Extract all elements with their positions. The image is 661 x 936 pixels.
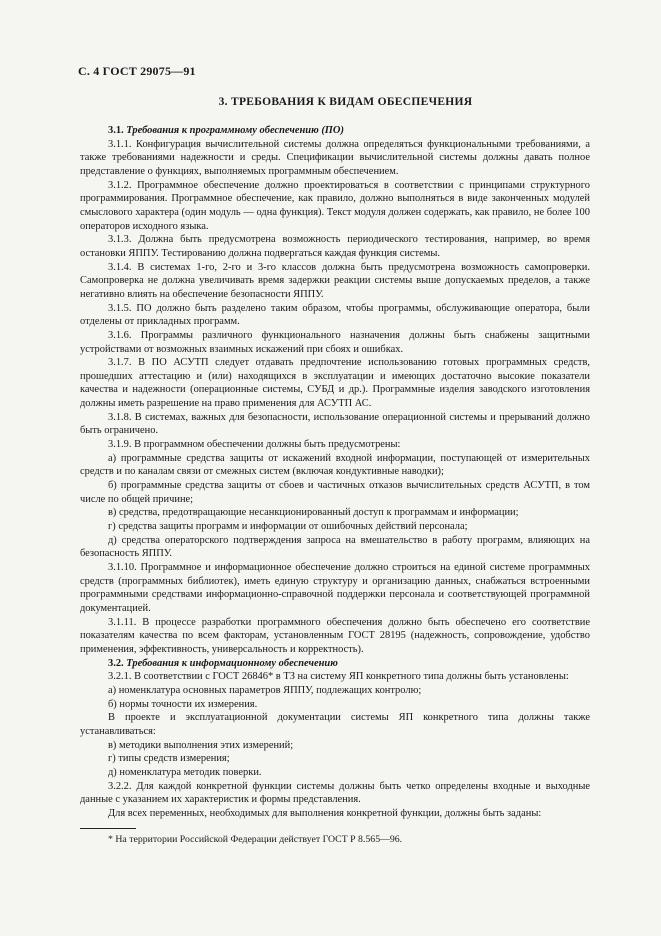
paragraph: 3.1.10. Программное и информационное обеспечение должно строиться на единой системе программных средств (программных библиотек), иметь единую структуру и организацию данных, снабжаться встроенными программными средствами информационно-справочной поддержки персонала и соответствующей программной документацией. xyxy=(80,562,590,614)
list-item: г) типы средств измерения; xyxy=(108,753,230,765)
paragraph: Для всех переменных, необходимых для выполнения конкретной функции, должны быть заданы: xyxy=(108,807,542,819)
paragraph: 3.2.2. Для каждой конкретной функции системы должны быть четко определены входные и выходные данные с указанием их характеристик и формы представления. xyxy=(80,780,590,806)
list-item: в) средства, предотвращающие несанкционированный доступ к программам и информации; xyxy=(108,507,519,519)
subsection-number: 3.2. xyxy=(108,657,124,669)
list-item: а) номенклатура основных параметров ЯППУ, подлежащих контролю; xyxy=(108,684,422,696)
paragraph: 3.2.1. В соответствии с ГОСТ 26846* в ТЗ на систему ЯП конкретного типа должны быть установлены: xyxy=(108,671,569,683)
subsection-title: Требования к программному обеспечению (ПО) xyxy=(126,125,344,136)
paragraph: 3.1.2. Программное обеспечение должно проектироваться в соответствии с принципами структурного программирования. Программное обеспечение, как правило, должно выполняться в виде законченных модулей смыслового характера (один модуль — одна функция). Текст модуля должен содержать, как правило, не более 100 операторов исходного языка. xyxy=(80,179,590,232)
paragraph: 3.1.7. В ПО АСУТП следует отдавать предпочтение использованию готовых программных средств, прошедших аттестацию и (или) находящихся в эксплуатации и имеющих достаточно высокие показатели качества и надежности (операционные системы, СУБД и др.). Программные изделия заводского изготовления должны иметь разрешение на право применения для АСУТП АС. xyxy=(80,357,590,410)
paragraph: 3.1.6. Программы различного функционального назначения должны быть снабжены защитными устройствами от возможных взаимных искажений при сбоях и ошибках. xyxy=(80,329,590,355)
subsection-heading-information xyxy=(80,657,590,671)
list-item: г) средства защиты программ и информации от ошибочных действий персонала; xyxy=(108,521,468,533)
footnote: * На территории Российской Федерации действует ГОСТ Р 8.565—96. xyxy=(108,834,403,845)
section-title: 3. ТРЕБОВАНИЯ К ВИДАМ ОБЕСПЕЧЕНИЯ xyxy=(218,96,473,108)
subsection-heading-software xyxy=(80,124,590,138)
paragraph: 3.1.4. В системах 1-го, 2-го и 3-го классов должна быть предусмотрена возможность самопроверки. Самопроверка не должна увеличивать время задержки реакции системы выше допускаемых пределов, а также негативно влиять на обеспечение безопасности ЯППУ. xyxy=(80,261,590,300)
list-item: б) нормы точности их измерения. xyxy=(108,698,258,710)
list-item: б) программные средства защиты от сбоев и частичных отказов вычислительных средств АСУТП, в том числе по общей причине; xyxy=(80,480,590,505)
paragraph: В проекте и эксплуатационной документации системы ЯП конкретного типа должны также устанавливаться: xyxy=(80,712,590,737)
document-body xyxy=(80,124,590,820)
subsection-title: Требования к информационному обеспечению xyxy=(126,657,338,669)
paragraph: 3.1.8. В системах, важных для безопасности, использование операционной системы и прерываний должно быть ограничено. xyxy=(80,411,590,437)
list-item: в) методики выполнения этих измерений; xyxy=(108,739,294,751)
list-item: д) средства операторского подтверждения запроса на вмешательство в работу программ, влияющих на безопасность ЯППУ. xyxy=(80,534,590,560)
list-item: д) номенклатура методик поверки. xyxy=(108,766,262,778)
paragraph: 3.1.9. В программном обеспечении должны быть предусмотрены: xyxy=(108,439,401,451)
paragraph: 3.1.3. Должна быть предусмотрена возможность периодического тестирования, например, во время остановки ЯППУ. Тестированию должна подвергаться каждая функция системы. xyxy=(80,234,590,259)
paragraph: 3.1.1. Конфигурация вычислительной системы должна определяться функциональными требованиями, а также требованиями надежности и среды. Спецификации вычислительной системы должны давать полное представление о функциях, выполняемых программным обеспечением. xyxy=(80,138,590,177)
paragraph: 3.1.5. ПО должно быть разделено таким образом, чтобы программы, обслуживающие оператора, были отделены от прикладных программ. xyxy=(80,302,590,328)
subsection-number: 3.1. xyxy=(108,125,124,136)
footnote-divider xyxy=(80,828,136,829)
page-header: С. 4 ГОСТ 29075—91 xyxy=(78,64,196,78)
paragraph: 3.1.11. В процессе разработки программного обеспечения должно быть обеспечено его соответствие показателям качества по всем факторам, установленным ГОСТ 28195 (надежность, сопровождение, удобство применения, эффективность, универсальность и корректность). xyxy=(80,616,590,655)
list-item: а) программные средства защиты от искажений входной информации, поступающей от измерительных средств и по каналам связи от смежных систем (включая кондуктивные наводки); xyxy=(80,452,590,478)
